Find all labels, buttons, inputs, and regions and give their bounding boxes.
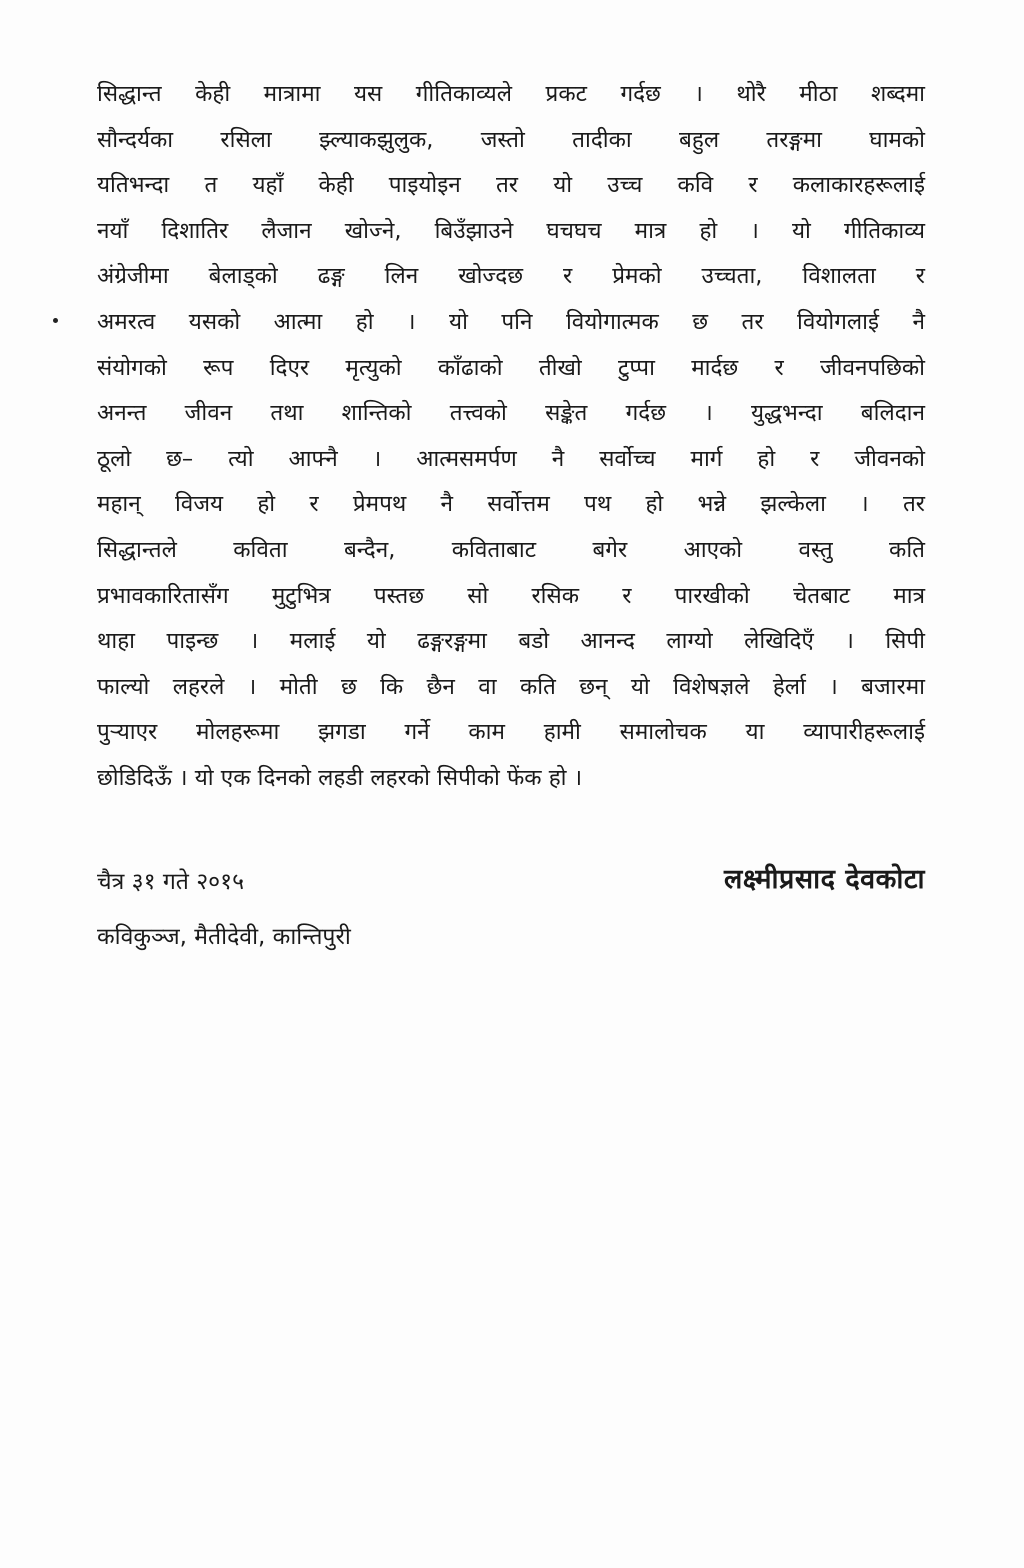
text-line: अमरत्व यसको आत्मा हो । यो पनि वियोगात्मक छ तर वियोगलाई नै (97, 308, 925, 335)
text-line: पुऱ्याएर मोलहरूमा झगडा गर्ने काम हामी समालोचक या व्यापारीहरूलाई (97, 719, 925, 746)
text-line: छोडिदिऊँ । यो एक दिनको लहडी लहरको सिपीको फेंक हो । (97, 764, 583, 791)
text-line: सौन्दर्यका रसिला झ्ल्याकझुलुक, जस्तो तादीका बहुल तरङ्गमा घामको (97, 126, 925, 153)
text-line: यतिभन्दा त यहाँ केही पाइयोइन तर यो उच्च कवि र कलाकारहरूलाई (97, 172, 925, 199)
text-line: महान् विजय हो र प्रेमपथ नै सर्वोत्तम पथ हो भन्ने झल्केला । तर (97, 491, 925, 518)
text-line: सिद्धान्तले कविता बन्दैन, कविताबाट बगेर आएको वस्तु कति (97, 536, 925, 563)
place-line: कविकुञ्ज, मैतीदेवी, कान्तिपुरी (97, 924, 351, 950)
text-line: थाहा पाइन्छ । मलाई यो ढङ्गरङ्गमा बडो आनन्द लाग्यो लेखिदिएँ । सिपी (97, 628, 925, 655)
text-line: प्रभावकारितासँग मुटुभित्र पस्तछ सो रसिक र पारखीको चेतबाट मात्र (97, 582, 925, 609)
text-line: नयाँ दिशातिर लैजान खोज्ने, बिउँझाउने घचघच मात्र हो । यो गीतिकाव्य (97, 217, 925, 244)
stray-dot-mark (53, 318, 58, 323)
text-line: फाल्यो लहरले । मोती छ कि छैन वा कति छन् यो विशेषज्ञले हेर्ला । बजारमा (97, 673, 925, 700)
body-paragraph (97, 72, 925, 802)
text-line: अनन्त जीवन तथा शान्तिको तत्त्वको सङ्केत गर्दछ । युद्धभन्दा बलिदान (97, 400, 925, 427)
text-line: सिद्धान्त केही मात्रामा यस गीतिकाव्यले प्रकट गर्दछ । थोरै मीठा शब्दमा (97, 81, 925, 107)
author-name: लक्ष्मीप्रसाद देवकोटा (724, 864, 925, 895)
text-line: ठूलो छ– त्यो आफ्नै । आत्मसमर्पण नै सर्वोच्च मार्ग हो र जीवनको (97, 445, 925, 472)
text-line: संयोगको रूप दिएर मृत्युको काँढाको तीखो टुप्पा मार्दछ र जीवनपछिको (97, 354, 925, 381)
text-line: अंग्रेजीमा बेलाड्को ढङ्ग लिन खोज्दछ र प्रेमको उच्चता, विशालता र (97, 263, 925, 290)
date-line: चैत्र ३१ गते २०१५ (97, 869, 245, 895)
